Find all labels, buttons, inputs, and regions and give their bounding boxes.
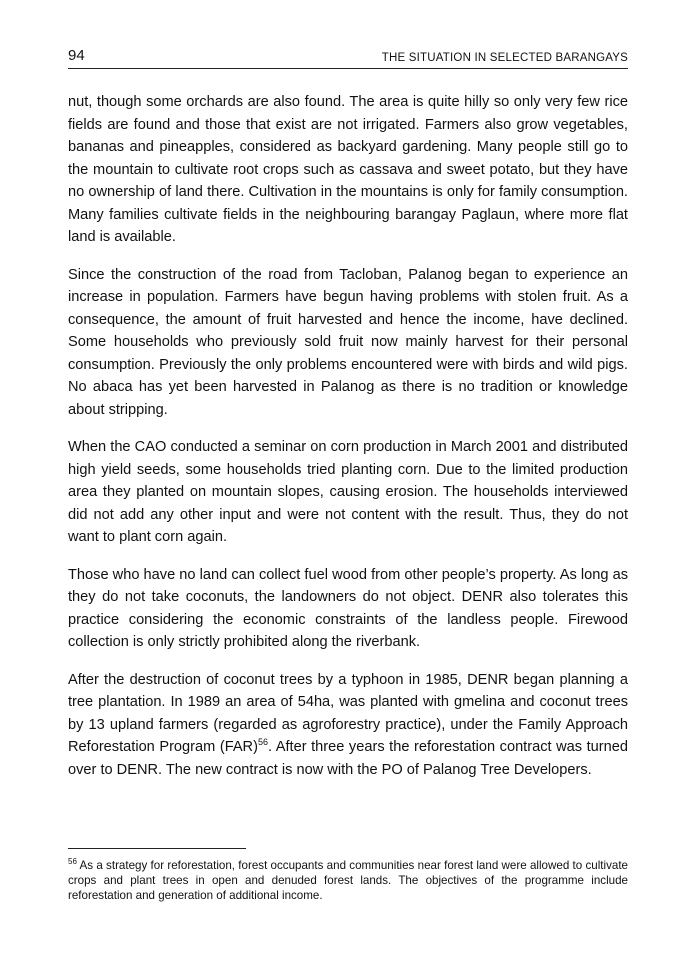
paragraph: nut, though some orchards are also found. The area is quite hilly so only very few rice fields are found and those that exist are not irrigated. Farmers also grow vegetables, bananas and pineapples, considered as backyard gardening. Many people still go to the mountain to cultivate root crops such as cassava and sweet potato, but they have no ownership of land there. Cultivation in the mountains is only for family consumption. Many families cultivate fields in the neighbouring barangay Paglaun, where more flat land is available. — [68, 94, 628, 245]
footnote-text: As a strategy for reforestation, forest occupants and communities near forest land were allowed to cultivate crops and plant trees in open and denuded forest lands. The objectives of the programme include reforestation and generation of additional income. — [68, 859, 628, 902]
running-header — [68, 40, 628, 69]
footnote-number: 56 — [68, 857, 77, 867]
page-content — [68, 40, 628, 796]
paragraph-text: After the destruction of coconut trees by a typhoon in 1985, DENR began planning a tree plantation. In 1989 an area of 54ha, was planted with gmelina and coconut trees by 13 upland farmers (regarded as agroforestry practice), under the Family Approach Reforestation Program (FAR) — [68, 671, 628, 755]
page-number: 94 — [68, 47, 85, 64]
footnote-reference[interactable]: 56 — [257, 737, 268, 748]
footnote — [68, 858, 628, 903]
body-text — [68, 91, 628, 781]
paragraph: Since the construction of the road from Tacloban, Palanog began to experience an increase in population. Farmers have begun having problems with stolen fruit. As a consequence, the amount of fruit harvested and hence the income, have declined. Some households who previously sold fruit now mainly harvest for their personal consumption. Previously the only problems encountered were with birds and wild pigs. No abaca has yet been harvested in Palanog as there is no tradition or knowledge about stripping. — [68, 266, 628, 418]
paragraph: When the CAO conducted a seminar on corn production in March 2001 and distributed high yield seeds, some households tried planting corn. Due to the limited production area they planted on mountain slopes, causing erosion. The households interviewed did not add any other input and were not content with the result. Thus, they do not want to plant corn again. — [68, 439, 628, 545]
footnote-separator — [68, 848, 246, 849]
running-title: THE SITUATION IN SELECTED BARANGAYS — [381, 52, 628, 64]
paragraph-with-footnote-ref — [68, 669, 628, 782]
paragraph-text: . After three years the reforestation contract was turned over to DENR. The new contract is now with the PO of Palanog Tree Developers. — [68, 739, 628, 778]
paragraph: Those who have no land can collect fuel wood from other people’s property. As long as they do not take coconuts, the landowners do not object. DENR also tolerates this practice considering the economic constraints of the landless people. Firewood collection is only strictly prohibited along the riverbank. — [68, 566, 628, 650]
